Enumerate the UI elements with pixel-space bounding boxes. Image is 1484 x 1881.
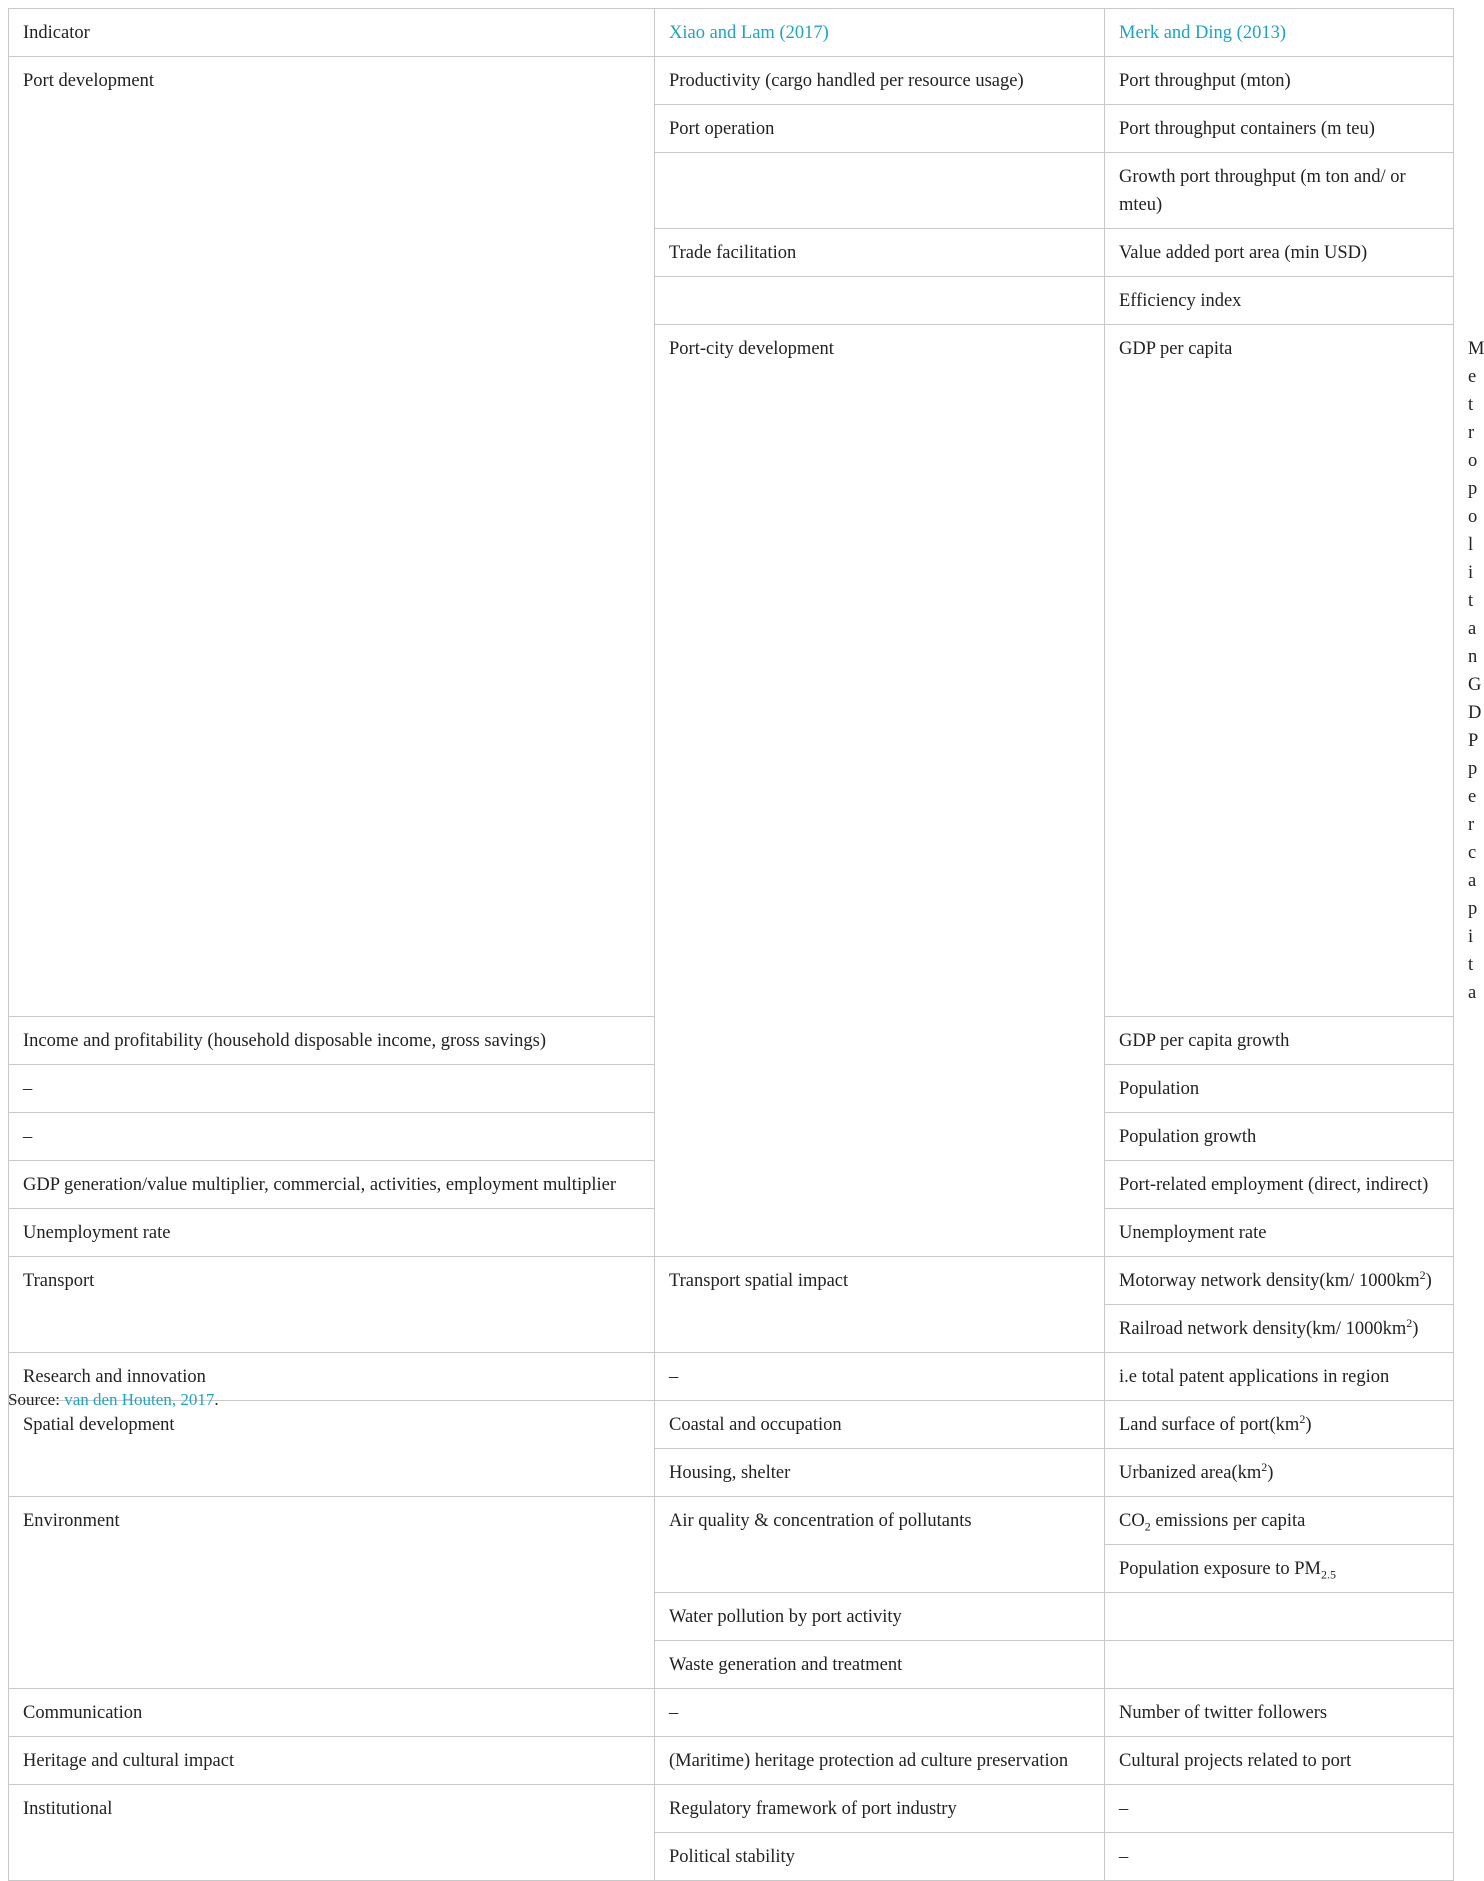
merk-cell-empty (1105, 1641, 1454, 1689)
xiao-cell: GDP generation/value multiplier, commercial, activities, employment multiplier (9, 1161, 655, 1209)
merk-cell: Unemployment rate (1105, 1209, 1454, 1257)
indicator-cell: Communication (9, 1689, 655, 1737)
table-row (9, 57, 1454, 105)
table-row (9, 1353, 1454, 1401)
indicator-cell: Transport (9, 1257, 655, 1353)
xiao-cell: – (9, 1113, 655, 1161)
xiao-cell: Productivity (cargo handled per resource usage) (655, 57, 1105, 105)
merk-cell: Population growth (1105, 1113, 1454, 1161)
merk-cell: Cultural projects related to port (1105, 1737, 1454, 1785)
merk-cell-empty (1105, 1593, 1454, 1641)
source-link[interactable]: van den Houten, 2017 (64, 1390, 215, 1409)
xiao-cell: Unemployment rate (9, 1209, 655, 1257)
xiao-cell: – (655, 1353, 1105, 1401)
header-indicator: Indicator (9, 9, 655, 57)
merk-cell: – (1105, 1785, 1454, 1833)
xiao-cell: GDP per capita (1105, 325, 1454, 1017)
merk-cell: Port throughput (mton) (1105, 57, 1454, 105)
indicator-comparison-table (8, 8, 1484, 1881)
table-row (9, 1689, 1454, 1737)
indicator-cell: Port development (9, 57, 655, 1017)
merk-cell: Efficiency index (1105, 277, 1454, 325)
table-row (9, 1785, 1454, 1833)
xiao-cell: Political stability (655, 1833, 1105, 1881)
indicator-cell: Port-city development (655, 325, 1105, 1257)
merk-cell: Land surface of $port(km^2)$ (1105, 1401, 1454, 1449)
source-suffix: . (214, 1390, 219, 1409)
header-row (9, 9, 1454, 57)
indicator-cell: Research and innovation (9, 1353, 655, 1401)
indicator-cell: Environment (9, 1497, 655, 1689)
xiao-cell: – (655, 1689, 1105, 1737)
table-row (9, 1737, 1454, 1785)
xiao-cell: Income and profitability (household disposable income, gross savings) (9, 1017, 655, 1065)
merk-cell: Railroad network density(km/ $1000km^2$) (1105, 1305, 1454, 1353)
source-prefix: Source: (8, 1390, 65, 1409)
table-row: Port-city development GDP per capita Metropolitan GDP per capita (9, 325, 1454, 1017)
xiao-cell: Air quality & concentration of pollutants (655, 1497, 1105, 1593)
xiao-cell: Trade facilitation (655, 229, 1105, 277)
merk-cell: Number of twitter followers (1105, 1689, 1454, 1737)
merk-cell: Growth port throughput (m ton and/ or mteu) (1105, 153, 1454, 229)
xiao-cell: Port operation (655, 105, 1105, 153)
xiao-cell: Coastal and occupation (655, 1401, 1105, 1449)
xiao-cell-empty (655, 277, 1105, 325)
merk-cell: Value added port area (min USD) (1105, 229, 1454, 277)
xiao-cell: – (9, 1065, 655, 1113)
xiao-cell: (Maritime) heritage protection ad culture preservation (655, 1737, 1105, 1785)
source-note (8, 1390, 219, 1410)
table-row (9, 1401, 1454, 1449)
merk-cell: Port throughput containers (m teu) (1105, 105, 1454, 153)
xiao-cell: Housing, shelter (655, 1449, 1105, 1497)
table-row (9, 1497, 1454, 1545)
xiao-cell-empty (655, 153, 1105, 229)
merk-cell: Port-related employment (direct, indirect) (1105, 1161, 1454, 1209)
indicator-cell: Heritage and cultural impact (9, 1737, 655, 1785)
merk-cell: – (1105, 1833, 1454, 1881)
merk-cell: Population (1105, 1065, 1454, 1113)
xiao-cell: Waste generation and treatment (655, 1641, 1105, 1689)
table-row (9, 1257, 1454, 1305)
merk-cell: Urbanized $area(km^2)$ (1105, 1449, 1454, 1497)
merk-cell: Population exposure to $PM_{2.5}$ (1105, 1545, 1454, 1593)
xiao-cell: Regulatory framework of port industry (655, 1785, 1105, 1833)
indicator-cell: Spatial development (9, 1401, 655, 1497)
merk-cell: Motorway network density(km/ $1000km^2$) (1105, 1257, 1454, 1305)
indicator-cell: Institutional (9, 1785, 655, 1881)
header-merk-ding-link[interactable]: Merk and Ding (2013) (1105, 9, 1454, 57)
merk-cell: GDP per capita growth (1105, 1017, 1454, 1065)
merk-cell: $CO_2$ emissions per capita (1105, 1497, 1454, 1545)
header-xiao-lam-link[interactable]: Xiao and Lam (2017) (655, 9, 1105, 57)
xiao-cell: Transport spatial impact (655, 1257, 1105, 1353)
xiao-cell: Water pollution by port activity (655, 1593, 1105, 1641)
merk-cell: i.e total patent applications in region (1105, 1353, 1454, 1401)
